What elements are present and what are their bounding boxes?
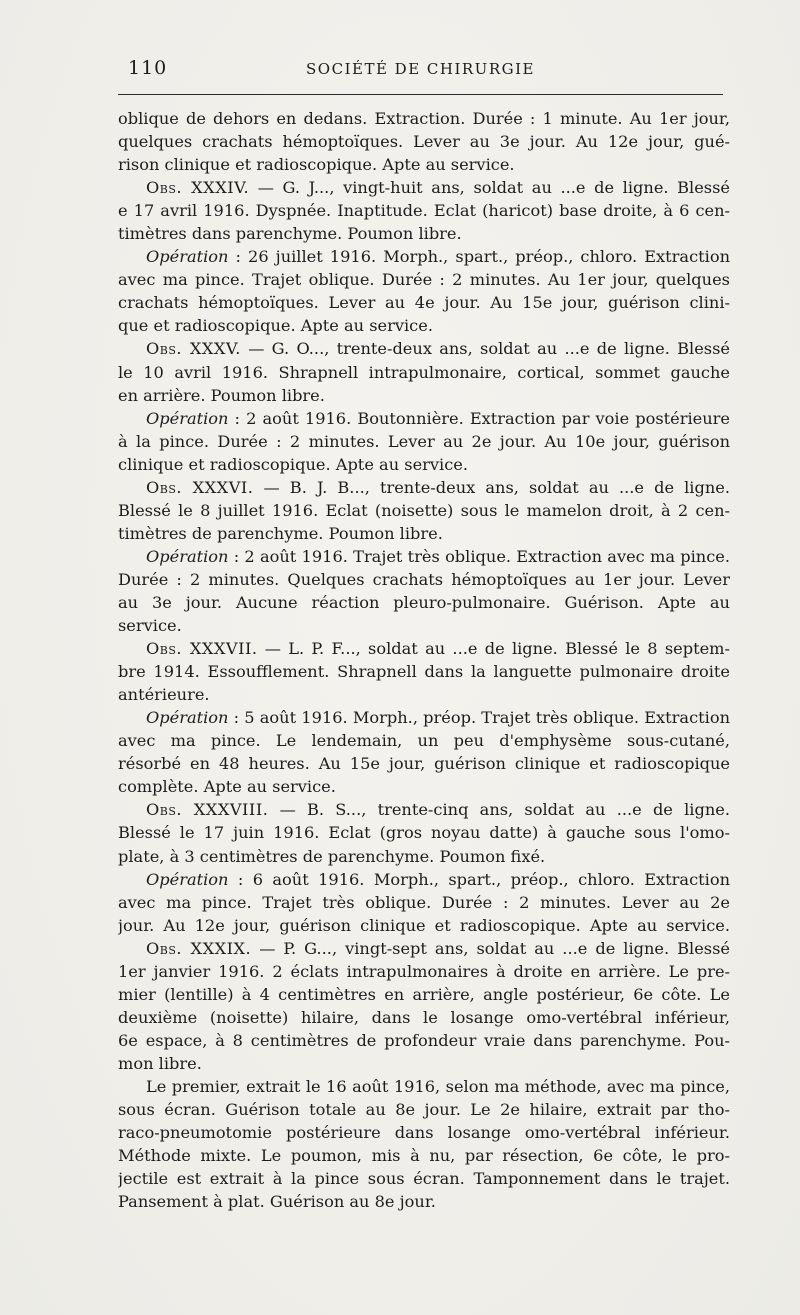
line-text: : 2 août 1916. Trajet très oblique. Extraction avec ma pince.	[228, 546, 730, 566]
line-text: sous écran. Guérison totale au 8e jour. Le 2e hilaire, extrait par tho-	[118, 1100, 730, 1120]
line-text: — B. J. B..., trente-deux ans, soldat au ...e de ligne.	[253, 477, 730, 497]
text-line	[118, 245, 730, 268]
text-line	[118, 337, 730, 360]
text-line	[118, 821, 730, 844]
text-line	[118, 729, 730, 752]
header-rule	[118, 94, 723, 95]
text-line	[118, 1121, 730, 1144]
line-text: service.	[118, 616, 182, 636]
text-line	[118, 1098, 730, 1121]
text-line	[118, 407, 730, 430]
observation-label: Obs. XXXVII.	[146, 639, 258, 659]
line-text: crachats hémoptoïques. Lever au 4e jour. Au 15e jour, guérison clini-	[118, 293, 730, 313]
text-line	[118, 568, 730, 591]
text-line	[118, 960, 730, 983]
text-line	[118, 1190, 730, 1213]
operation-label: Opération	[146, 408, 229, 428]
line-text: : 5 août 1916. Morph., préop. Trajet très oblique. Extraction	[228, 708, 730, 728]
line-text: à la pince. Durée : 2 minutes. Lever au 2e jour. Au 10e jour, guérison	[118, 431, 730, 451]
observation-label: Obs. XXXIV.	[146, 178, 250, 198]
text-line	[118, 453, 730, 476]
operation-label: Opération	[146, 546, 229, 566]
text-line	[118, 845, 730, 868]
text-line	[118, 660, 730, 683]
text-line	[118, 983, 730, 1006]
text-line	[118, 199, 730, 222]
text-line	[118, 1167, 730, 1190]
body-text	[118, 107, 730, 1213]
line-text: 1er janvier 1916. 2 éclats intrapulmonaires à droite en arrière. Le pre-	[118, 961, 730, 981]
text-line	[118, 591, 730, 614]
text-line	[118, 868, 730, 891]
text-line	[118, 499, 730, 522]
line-text: en arrière. Poumon libre.	[118, 385, 325, 405]
line-text: bre 1914. Essoufflement. Shrapnell dans la languette pulmonaire droite	[118, 662, 730, 682]
operation-label: Opération	[146, 869, 229, 889]
text-line	[118, 614, 730, 637]
text-line	[118, 937, 730, 960]
line-text: rison clinique et radioscopique. Apte au service.	[118, 155, 515, 175]
line-text: avec ma pince. Trajet très oblique. Durée : 2 minutes. Lever au 2e	[118, 892, 730, 912]
line-text: jour. Au 12e jour, guérison clinique et radioscopique. Apte au service.	[118, 915, 730, 935]
text-line	[118, 1075, 730, 1098]
text-line	[118, 222, 730, 245]
line-text: Méthode mixte. Le poumon, mis à nu, par résection, 6e côte, le pro-	[118, 1146, 730, 1166]
line-text: Le premier, extrait le 16 août 1916, selon ma méthode, avec ma pince,	[146, 1076, 730, 1096]
page-number: 110	[128, 57, 168, 79]
line-text: avec ma pince. Trajet oblique. Durée : 2 minutes. Au 1er jour, quelques	[118, 270, 730, 290]
line-text: 6e espace, à 8 centimètres de profondeur vraie dans parenchyme. Pou-	[118, 1030, 730, 1050]
observation-label: Obs. XXXV.	[146, 339, 241, 359]
line-text: clinique et radioscopique. Apte au service.	[118, 454, 468, 474]
observation-label: Obs. XXXVIII.	[146, 800, 269, 820]
text-line	[118, 914, 730, 937]
line-text: résorbé en 48 heures. Au 15e jour, guérison clinique et radioscopique	[118, 754, 730, 774]
line-text: Durée : 2 minutes. Quelques crachats hémoptoïques au 1er jour. Lever	[118, 569, 730, 589]
line-text: le 10 avril 1916. Shrapnell intrapulmonaire, cortical, sommet gauche	[118, 362, 730, 382]
text-line	[118, 384, 730, 407]
observation-label: Obs. XXXIX.	[146, 938, 252, 958]
line-text: avec ma pince. Le lendemain, un peu d'emphysème sous-cutané,	[118, 731, 730, 751]
operation-label: Opération	[146, 247, 229, 267]
text-line	[118, 1006, 730, 1029]
running-title: SOCIÉTÉ DE CHIRURGIE	[306, 60, 535, 78]
observation-label: Obs. XXXVI.	[146, 477, 254, 497]
page-header	[118, 55, 723, 85]
line-text: complète. Apte au service.	[118, 777, 336, 797]
line-text: antérieure.	[118, 685, 210, 705]
line-text: au 3e jour. Aucune réaction pleuro-pulmonaire. Guérison. Apte au	[118, 592, 730, 612]
text-line	[118, 314, 730, 337]
text-line	[118, 891, 730, 914]
text-line	[118, 107, 730, 130]
text-line	[118, 153, 730, 176]
line-text: : 26 juillet 1916. Morph., spart., préop., chloro. Extraction	[228, 247, 730, 267]
text-line	[118, 1029, 730, 1052]
text-line	[118, 1144, 730, 1167]
text-line	[118, 291, 730, 314]
line-text: mon libre.	[118, 1053, 202, 1073]
text-line	[118, 130, 730, 153]
line-text: : 2 août 1916. Boutonnière. Extraction par voie postérieure	[228, 408, 730, 428]
line-text: Blessé le 8 juillet 1916. Eclat (noisette) sous le mamelon droit, à 2 cen-	[118, 500, 730, 520]
text-line	[118, 752, 730, 775]
text-line	[118, 637, 730, 660]
line-text: — G. O..., trente-deux ans, soldat au ...e de ligne. Blessé	[240, 339, 730, 359]
text-line	[118, 1052, 730, 1075]
text-line	[118, 361, 730, 384]
line-text: jectile est extrait à la pince sous écran. Tamponnement dans le trajet.	[118, 1169, 730, 1189]
text-line	[118, 798, 730, 821]
line-text: Pansement à plat. Guérison au 8e jour.	[118, 1192, 436, 1212]
line-text: mier (lentille) à 4 centimètres en arrière, angle postérieur, 6e côte. Le	[118, 984, 730, 1004]
line-text: : 6 août 1916. Morph., spart., préop., chloro. Extraction	[228, 869, 730, 889]
text-line	[118, 775, 730, 798]
line-text: e 17 avril 1916. Dyspnée. Inaptitude. Eclat (haricot) base droite, à 6 cen-	[118, 201, 730, 221]
line-text: — B. S..., trente-cinq ans, soldat au ...e de ligne.	[268, 800, 730, 820]
text-line	[118, 476, 730, 499]
text-line	[118, 706, 730, 729]
text-line	[118, 522, 730, 545]
text-line	[118, 430, 730, 453]
line-text: — P. G..., vingt-sept ans, soldat au ...e de ligne. Blessé	[251, 938, 730, 958]
line-text: plate, à 3 centimètres de parenchyme. Poumon fixé.	[118, 846, 546, 866]
line-text: timètres de parenchyme. Poumon libre.	[118, 523, 443, 543]
line-text: quelques crachats hémoptoïques. Lever au 3e jour. Au 12e jour, gué-	[118, 132, 730, 152]
line-text: timètres dans parenchyme. Poumon libre.	[118, 224, 462, 244]
line-text: que et radioscopique. Apte au service.	[118, 316, 433, 336]
line-text: — G. J..., vingt-huit ans, soldat au ...e de ligne. Blessé	[249, 178, 730, 198]
line-text: raco-pneumotomie postérieure dans losange omo-vertébral inférieur.	[118, 1123, 730, 1143]
text-line	[118, 176, 730, 199]
line-text: oblique de dehors en dedans. Extraction. Durée : 1 minute. Au 1er jour,	[118, 109, 730, 128]
text-line	[118, 268, 730, 291]
line-text: Blessé le 17 juin 1916. Eclat (gros noyau datte) à gauche sous l'omo-	[118, 823, 730, 843]
line-text: deuxième (noisette) hilaire, dans le losange omo-vertébral inférieur,	[118, 1007, 730, 1027]
operation-label: Opération	[146, 708, 229, 728]
line-text: — L. P. F..., soldat au ...e de ligne. Blessé le 8 septem-	[257, 639, 730, 659]
text-line	[118, 545, 730, 568]
text-line	[118, 683, 730, 706]
